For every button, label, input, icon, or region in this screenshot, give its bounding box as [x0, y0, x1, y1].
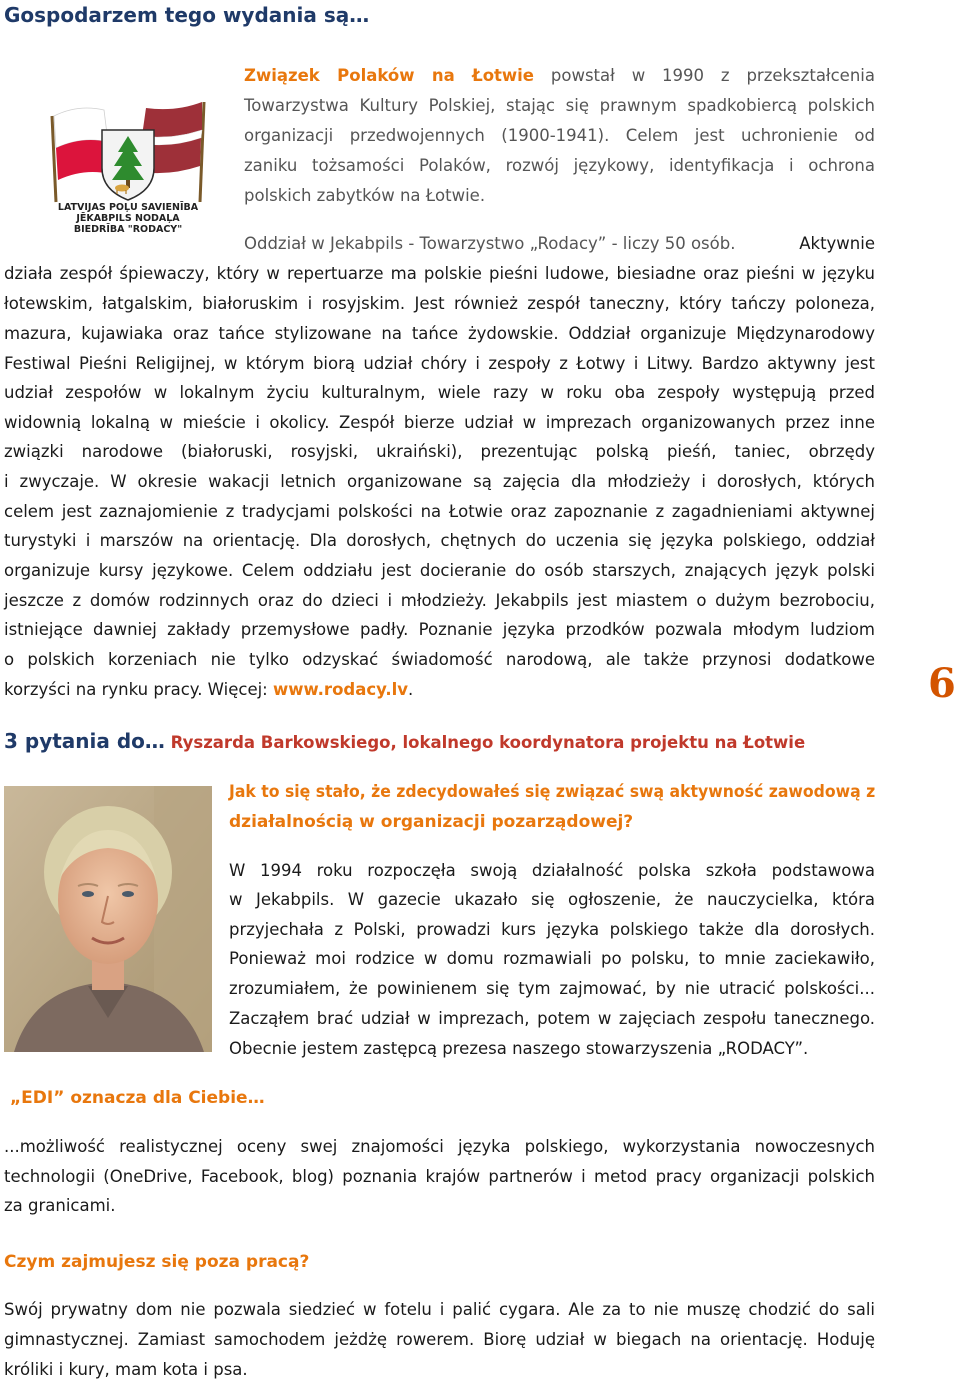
answer-line: Obecnie jestem zastępcą prezesa naszego stowarzyszenia „RODACY”.: [229, 1039, 809, 1058]
branch-last-line: korzyści na rynku pracy. Więcej: www.rodacy.lv.: [4, 680, 414, 699]
question-text: „EDI” oznacza dla Ciebie…: [10, 1088, 265, 1108]
page-title: Gospodarzem tego wydania są…: [4, 3, 370, 27]
branch-line: związki narodowe (białoruski, rosyjski, ukraiński), prezentując polską pieśń, taniec, obrzędy: [4, 442, 875, 461]
question-text: działalnością w organizacji pozarządowej?: [229, 812, 634, 832]
page-number: 6: [928, 660, 956, 707]
branch-line: Festiwal Pieśni Religijnej, w którym biorą udział chóry i zespoły z Łotwy i Litwy. Bardzo aktywny jest: [4, 354, 875, 373]
answer-line: zrozumiałem, że powinienem się tym zajmować, by nie utracić polskości...: [229, 979, 875, 998]
logo-caption-line: BIEDRĪBA "RODACY": [73, 224, 183, 235]
website-link[interactable]: www.rodacy.lv: [272, 680, 409, 699]
answer-line: przyjechała z Polski, prowadzi kurs języka polskiego także dla dorosłych.: [229, 920, 875, 939]
answer-line: króliki i kury, mam kota i psa.: [4, 1360, 248, 1379]
branch-line: widownią lokalną w mieście i okolicy. Zespół bierze udział w imprezach organizowanych przez inne: [4, 413, 875, 432]
answer-line: W 1994 roku rozpoczęła swoją działalność polska szkoła podstawowa: [229, 861, 875, 880]
questions-heading: 3 pytania do… Ryszarda Barkowskiego, lokalnego koordynatora projektu na Łotwie: [4, 729, 806, 753]
branch-line: istniejące dawniej zakłady przemysłowe padły. Poznanie języka przodków pozwala młodym ludziom: [4, 620, 875, 639]
answer-line: w Jekabpils. W gazecie ukazało się ogłoszenie, że nauczycielka, która: [229, 890, 875, 909]
branch-line: działa zespół śpiewaczy, który w repertuarze ma polskie pieśni ludowe, biesiadne oraz pieśni w języku: [4, 264, 875, 283]
intro-line: organizacji przedwojennych (1900-1941). Celem jest uchronienie od: [244, 126, 875, 145]
organization-name: Związek Polaków na Łotwie: [244, 66, 535, 85]
portrait-photo-icon: [4, 786, 212, 1052]
logo-caption-line: LATVIJAS POĻU SAVIENĪBA: [57, 202, 199, 213]
answer-line: ...możliwość realistycznej oceny swej znajomości języka polskiego, wykorzystania nowoczesnych: [4, 1137, 875, 1156]
question-text: Jak to się stało, że zdecydowałeś się związać swą aktywność zawodową z: [229, 782, 876, 802]
answer-line: Swój prywatny dom nie pozwala siedzieć w fotelu i palić cygara. Ale za to nie muszę chodzić do sali: [4, 1300, 875, 1319]
answer-line: Ponieważ moi rodzice w domu rozmawiali po polsku, to mnie zaciekawiło,: [229, 949, 875, 968]
branch-line: organizuje kursy językowe. Celem oddziału jest docieranie do osób starszych, znających język polski: [4, 561, 875, 580]
answer-line: Zacząłem brać udział w imprezach, potem w zajęciach zespołu tanecznego.: [229, 1009, 875, 1028]
branch-line: o polskich korzeniach nie tylko odzyskać świadomość narodową, ale także przynosi dodatkowe: [4, 650, 875, 669]
answer-line: za granicami.: [4, 1196, 116, 1215]
branch-first-line: Oddział w Jekabpils - Towarzystwo „Rodacy” - liczy 50 osób. Aktywnie: [244, 234, 875, 253]
branch-line: i zwyczaje. W okresie wakacji letnich organizowane są zajęcia dla młodzieży i dorosłych, których: [4, 472, 875, 491]
intro-line: polskich zabytków na Łotwie.: [244, 186, 486, 205]
question-text: Czym zajmujesz się poza pracą?: [4, 1252, 310, 1272]
portrait-photo: [4, 786, 212, 1052]
answer-line: technologii (OneDrive, Facebook, blog) poznania krajów partnerów i metod pracy organizacji polskich: [4, 1167, 875, 1186]
intro-line: Związek Polaków na Łotwie powstał w 1990 z przekształcenia: [244, 66, 875, 85]
answer-line: gimnastycznej. Zamiast samochodem jeżdżę rowerem. Biorę udział w biegach na orientację. Hoduję: [4, 1330, 875, 1349]
branch-line: jeszcze z domów rodzinnych oraz do dzieci i młodzieży. Jekabpils jest miastem o dużym bezrobociu,: [4, 591, 875, 610]
branch-line: turystyki i marszów na orientację. Dla dorosłych, chętnych do uczenia się języka polskiego, oddział: [4, 531, 875, 550]
logo-caption: [38, 202, 218, 235]
branch-line: mazura, kujawiaka oraz tańce stylizowane na tańce żydowskie. Oddział organizuje Międzynarodowy: [4, 324, 875, 343]
branch-line: łotewskim, łatgalskim, białoruskim i rosyjskim. Jest również zespół taneczny, który tańczy poloneza,: [4, 294, 875, 313]
intro-line: Towarzystwa Kultury Polskiej, stając się prawnym spadkobiercą polskich: [244, 96, 875, 115]
branch-line: udział zespołów w lokalnym życiu kulturalnym, wiele razy w roku oba zespoły występują przed: [4, 383, 875, 402]
logo-caption-line: JĒKABPILS NODAĻA: [76, 213, 180, 224]
intro-line: zaniku tożsamości Polaków, rozwój językowy, identyfikacja i ochrona: [244, 156, 875, 175]
branch-line: celem jest zaznajomienie z tradycjami polskości na Łotwie oraz zapoznanie z zagadnieniami aktywnej: [4, 502, 875, 521]
organization-logo: [38, 90, 218, 240]
